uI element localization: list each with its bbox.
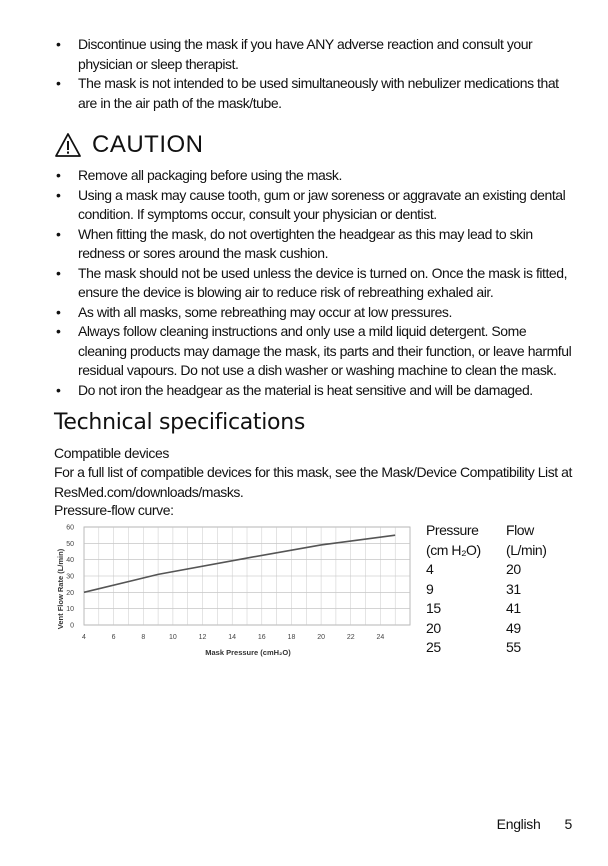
list-item: • Do not iron the headgear as the material is heat sensitive and will be damaged. xyxy=(54,381,574,401)
table-row xyxy=(426,638,566,658)
list-item: • The mask should not be used unless the device is turned on. Once the mask is fitted, ensure the device is blowing air to reduce risk of rebreathing exhaled air. xyxy=(54,264,574,303)
x-tick-label: 16 xyxy=(257,634,266,641)
list-item: • Remove all packaging before using the mask. xyxy=(54,166,574,186)
y-tick-label: 20 xyxy=(66,589,74,597)
chart-grid xyxy=(84,527,410,625)
table-cell-flow: 55 xyxy=(506,639,521,655)
x-tick-label: 20 xyxy=(317,634,325,641)
x-tick-label: 24 xyxy=(376,634,385,641)
table-cell-pressure: 25 xyxy=(426,639,441,655)
table-cell-pressure: 15 xyxy=(426,600,441,616)
x-tick-label: 18 xyxy=(287,634,296,641)
table-cell-flow: 49 xyxy=(506,619,521,636)
table-cell-flow: 31 xyxy=(506,580,521,597)
y-tick-label: 40 xyxy=(66,557,74,565)
table-unit-flow: (L/min) xyxy=(506,541,547,558)
y-tick-label: 60 xyxy=(66,524,74,532)
caution-heading xyxy=(54,128,204,162)
y-tick-label: 50 xyxy=(66,540,74,548)
caution-bullet-list xyxy=(54,166,574,400)
table-cell-pressure: 4 xyxy=(426,561,434,577)
table-row xyxy=(426,580,566,600)
page-footer xyxy=(497,816,572,832)
warning-triangle-icon xyxy=(54,132,82,158)
table-header-flow: Flow xyxy=(506,522,534,538)
pressure-flow-table xyxy=(426,521,566,658)
x-tick-label: 10 xyxy=(169,634,177,641)
table-row xyxy=(426,619,566,639)
x-tick-label: 12 xyxy=(198,634,207,641)
compatible-devices-subheading: Compatible devices xyxy=(54,445,169,461)
compatible-devices-text: For a full list of compatible devices for this mask, see the Mask/Device Compatibility List at ResMed.com/downloads/masks. xyxy=(54,464,572,500)
table-unit-pressure: (cm H₂O) xyxy=(426,541,481,558)
list-item: • As with all masks, some rebreathing may occur at low pressures. xyxy=(54,303,574,323)
table-cell-flow: 41 xyxy=(506,600,521,616)
table-cell-flow: 20 xyxy=(506,561,521,577)
list-item: • Discontinue using the mask if you have ANY adverse reaction and consult your physician or sleep therapist. xyxy=(54,35,574,74)
top-bullet-list xyxy=(54,35,574,113)
chart-series xyxy=(84,535,395,592)
x-tick-label: 8 xyxy=(141,634,146,641)
caution-title: CAUTION xyxy=(92,131,204,158)
footer-language: English xyxy=(496,816,541,832)
y-axis-label: Vent Flow Rate (L/min) xyxy=(56,548,65,630)
list-item: • When fitting the mask, do not overtighten the headgear as this may lead to skin redness or sores around the mask cushion. xyxy=(54,225,574,264)
y-tick-labels xyxy=(66,525,74,630)
table-cell-pressure: 9 xyxy=(426,580,434,597)
table-unit-row xyxy=(426,541,566,561)
y-tick-label: 0 xyxy=(70,622,74,630)
list-item: • Using a mask may cause tooth, gum or jaw soreness or aggravate an existing dental condition. If symptoms occur, consult your physician or dentist. xyxy=(54,186,574,225)
x-tick-label: 14 xyxy=(228,634,237,641)
table-row xyxy=(426,560,566,580)
table-cell-pressure: 20 xyxy=(426,619,441,636)
pressure-flow-curve-label: Pressure-flow curve: xyxy=(54,502,174,518)
x-tick-label: 4 xyxy=(82,634,86,641)
page-number: 5 xyxy=(564,816,572,832)
x-tick-label: 6 xyxy=(111,634,116,641)
x-axis-label: Mask Pressure (cmH₂O) xyxy=(205,648,291,657)
x-tick-label: 22 xyxy=(346,634,355,641)
table-header-pressure: Pressure xyxy=(426,522,479,538)
pressure-flow-chart xyxy=(54,517,416,665)
table-header-row xyxy=(426,521,566,541)
list-item: • Always follow cleaning instructions and only use a mild liquid detergent. Some cleaning products may damage the mask, its parts and their function, or leave harmful residual vapours. Do not use a dish washer or washing machine to clean the mask. xyxy=(54,322,574,381)
table-row xyxy=(426,599,566,619)
section-heading-technical: Technical specifications xyxy=(54,410,306,435)
x-tick-labels xyxy=(82,634,384,641)
series-line-vent-flow xyxy=(84,535,395,592)
list-item: • The mask is not intended to be used simultaneously with nebulizer medications that are in the air path of the mask/tube. xyxy=(54,74,574,113)
y-tick-label: 30 xyxy=(66,573,74,581)
y-tick-label: 10 xyxy=(66,606,74,614)
